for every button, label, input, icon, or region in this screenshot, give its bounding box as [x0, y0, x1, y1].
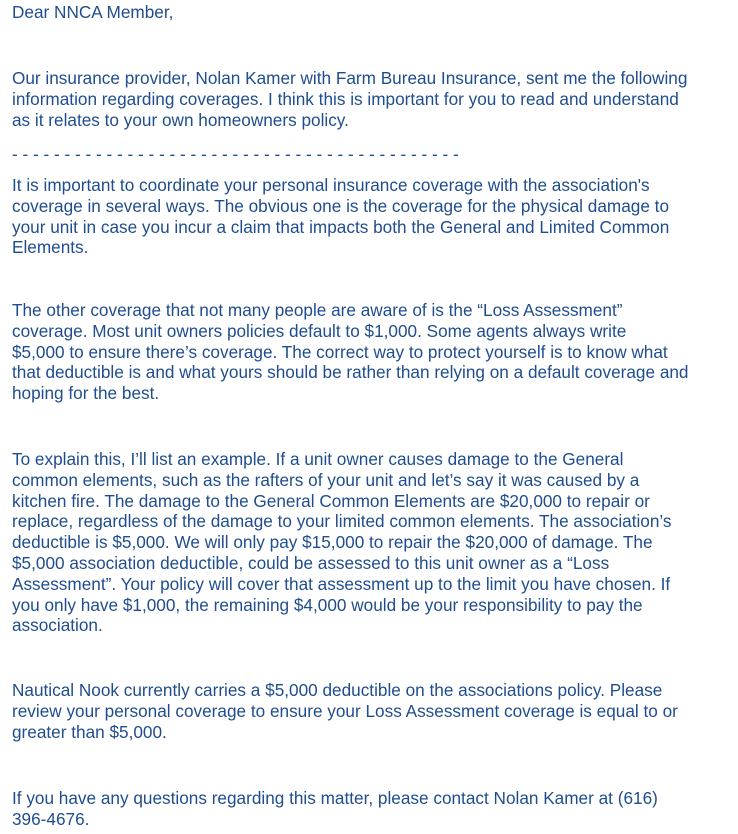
- paragraph-line: $5,000 association deductible, could be assessed to this unit owner as a “Loss: [12, 552, 610, 573]
- paragraph-line: Assessment”. Your policy will cover that assessment up to the limit you have chosen. If: [12, 573, 671, 594]
- paragraph-line: If you have any questions regarding this matter, please contact Nolan Kamer at (616): [12, 788, 658, 808]
- loss-assessment-paragraph: [12, 300, 689, 404]
- paragraph-line: $5,000 to ensure there’s coverage. The correct way to protect yourself is to know what: [12, 341, 668, 362]
- paragraph-line: Our insurance provider, Nolan Kamer with Farm Bureau Insurance, sent me the following: [12, 68, 688, 88]
- paragraph-line: replace, regardless of the damage to your limited common elements. The association’s: [12, 511, 672, 532]
- intro-paragraph: [12, 68, 687, 130]
- coordinate-coverage-paragraph: [12, 175, 669, 258]
- paragraph-line: Nautical Nook currently carries a $5,000 deductible on the associations policy. Please: [12, 680, 663, 700]
- contact-paragraph: [12, 788, 658, 830]
- dashed-separator: - - - - - - - - - - - - - - - - - - - - - - - - - - - - - - - - - - - - - - - - - - -: [12, 144, 459, 164]
- paragraph-line: greater than $5,000.: [12, 721, 167, 742]
- paragraph-line: your unit in case you incur a claim that impacts both the General and Limited Common: [12, 216, 670, 237]
- paragraph-line: The other coverage that not many people are aware of is the “Loss Assessment”: [12, 300, 623, 320]
- example-paragraph: [12, 449, 672, 636]
- paragraph-line: 396-4676.: [12, 808, 90, 829]
- paragraph-line: kitchen fire. The damage to the General Common Elements are $20,000 to repair or: [12, 490, 650, 511]
- paragraph-line: review your personal coverage to ensure your Loss Assessment coverage is equal to or: [12, 700, 678, 721]
- paragraph-line: hoping for the best.: [12, 383, 160, 404]
- paragraph-line: common elements, such as the rafters of your unit and let’s say it was caused by a: [12, 469, 640, 490]
- paragraph-line: that deductible is and what yours should be rather than relying on a default coverage and: [12, 362, 689, 383]
- paragraph-line: association.: [12, 615, 103, 636]
- paragraph-line: deductible is $5,000. We will only pay $15,000 to repair the $20,000 of damage. The: [12, 532, 653, 553]
- deductible-paragraph: [12, 680, 678, 742]
- paragraph-line: To explain this, I’ll list an example. If a unit owner causes damage to the General: [12, 449, 624, 469]
- paragraph-line: Elements.: [12, 237, 89, 258]
- paragraph-line: It is important to coordinate your personal insurance coverage with the association's: [12, 175, 650, 195]
- paragraph-line: you only have $1,000, the remaining $4,000 would be your responsibility to pay the: [12, 594, 643, 615]
- salutation: Dear NNCA Member,: [12, 2, 174, 22]
- paragraph-line: as it relates to your own homeowners policy.: [12, 109, 349, 130]
- paragraph-line: coverage. Most unit owners policies default to $1,000. Some agents always write: [12, 320, 627, 341]
- paragraph-line: information regarding coverages. I think this is important for you to read and understand: [12, 88, 679, 109]
- paragraph-line: coverage in several ways. The obvious one is the coverage for the physical damage to: [12, 195, 670, 216]
